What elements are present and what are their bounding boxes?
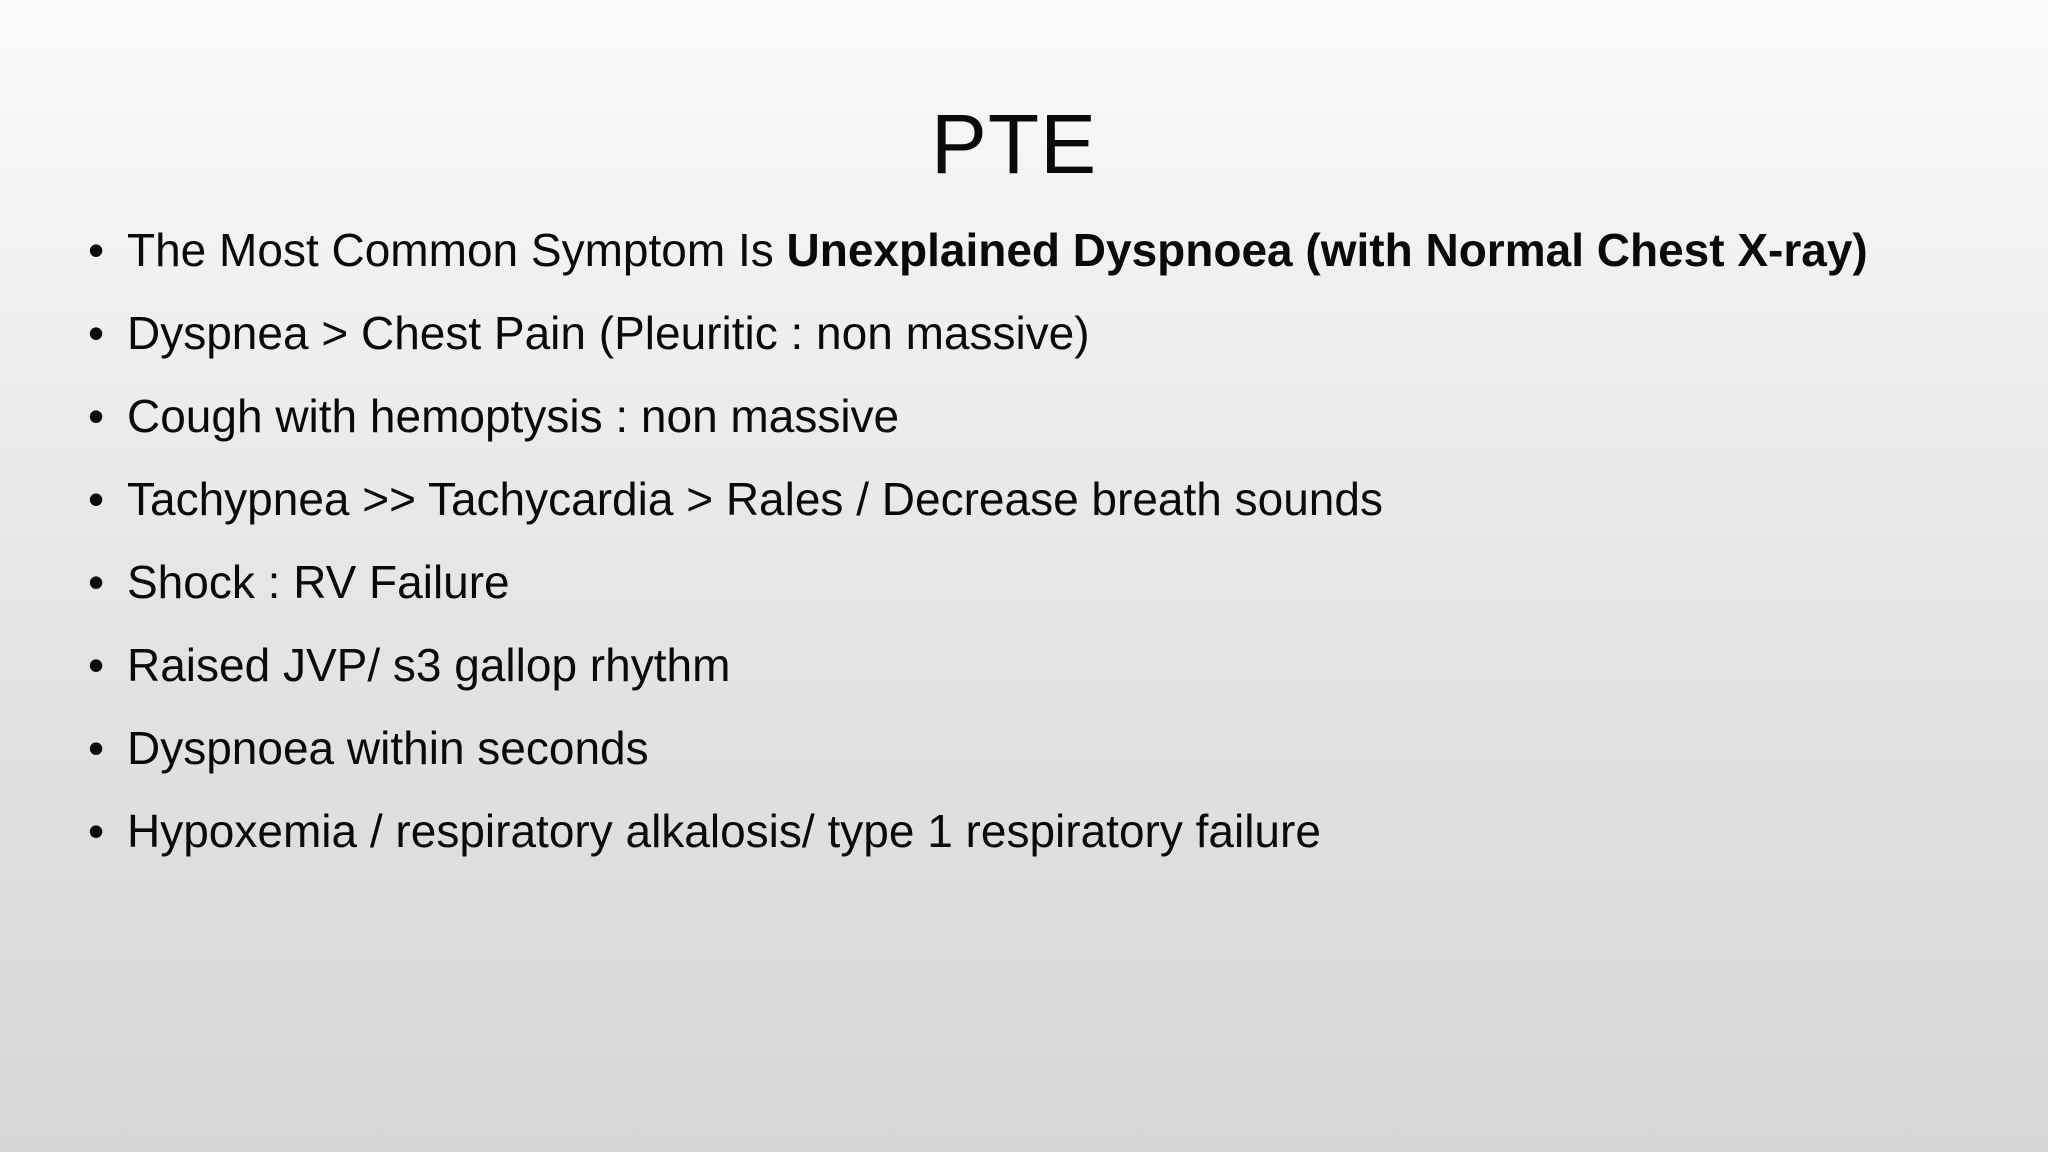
bullet-point-icon: •	[88, 390, 105, 442]
bullet-point-icon: •	[88, 722, 105, 774]
bullet-item-tachypnea	[88, 465, 1988, 548]
bullet-item-raised-jvp	[88, 631, 1988, 714]
bullet-item-shock	[88, 548, 1988, 631]
bullet-text: Dyspnoea within seconds	[127, 722, 649, 774]
bullet-text: The Most Common Symptom Is	[127, 224, 787, 276]
bullet-bold-text: Unexplained Dyspnoea (with Normal Chest X-ray)	[786, 224, 1868, 276]
bullet-item-dyspnea-chest-pain	[88, 299, 1988, 382]
bullet-point-icon: •	[88, 639, 105, 691]
bullet-item-dyspnoea-seconds	[88, 714, 1988, 797]
bullet-point-icon: •	[88, 473, 105, 525]
bullet-text: Shock : RV Failure	[127, 556, 510, 608]
bullet-text: Raised JVP/ s3 gallop rhythm	[127, 639, 731, 691]
slide-title: PTE	[930, 97, 1098, 191]
bullet-item-hypoxemia	[88, 797, 1988, 880]
bullet-item-most-common-symptom	[88, 216, 1988, 299]
bullet-point-icon: •	[88, 805, 105, 857]
bullet-point-icon: •	[88, 556, 105, 608]
bullet-text: Tachypnea >> Tachycardia > Rales / Decrease breath sounds	[127, 473, 1383, 525]
bullet-text: Cough with hemoptysis : non massive	[127, 390, 900, 442]
bullet-point-icon: •	[88, 307, 105, 359]
bullet-list	[88, 216, 1988, 880]
bullet-item-cough-hemoptysis	[88, 382, 1988, 465]
bullet-text: Hypoxemia / respiratory alkalosis/ type 1 respiratory failure	[127, 805, 1321, 857]
bullet-point-icon: •	[88, 224, 105, 276]
bullet-text: Dyspnea > Chest Pain (Pleuritic : non massive)	[127, 307, 1090, 359]
